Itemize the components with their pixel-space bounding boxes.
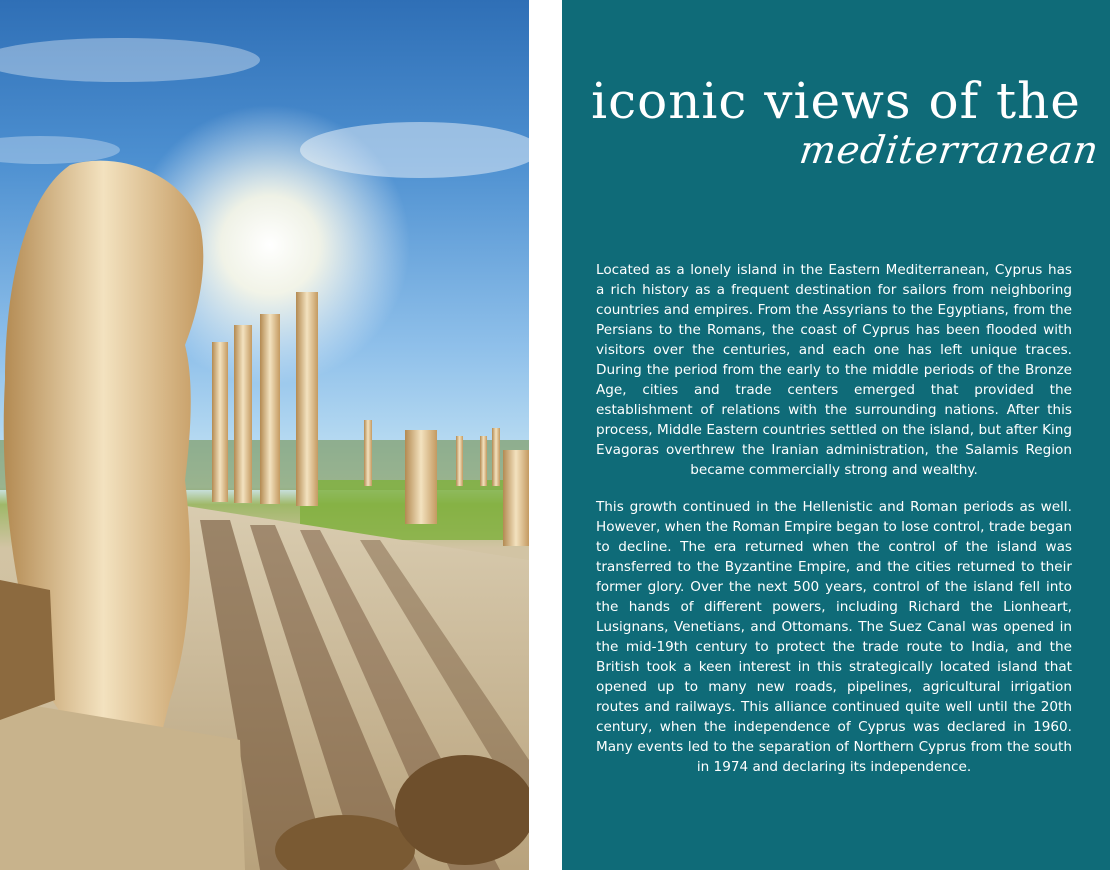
paragraph-2: This growth continued in the Hellenistic and Roman periods as well. However, when the Roman Empire began to lose control, trade began to decline. The era returned when the control of the island was transferred to the Byzantine Empire, and the cities returned to their former glory. Over the next 500 years, control of the island fell into the hands of different powers, including Richard the Lionheart, Lusignans, Venetians, and Ottomans. The Suez Canal was opened in the mid-19th century to protect the trade route to India, and the British took a keen interest in this strategically located island that opened up to many new roads, pipelines, agricultural irrigation routes and railways. This alliance continued quite well until the 20th century, when the independence of Cyprus was declared in 1960. Many events led to the separation of Northern Cyprus from the south in 1974 and declaring its independence. bbox=[596, 499, 1072, 775]
paragraph-1: Located as a lonely island in the Eastern Mediterranean, Cyprus has a rich history as a frequent destination for sailors from neighboring countries and empires. From the Assyrians to the Egyptians, from the Persians to the Romans, the coast of Cyprus has been flooded with visitors over the centuries, and each one has left unique traces. During the period from the early to the middle periods of the Bronze Age, cities and trade centers emerged that provided the establishment of relations with the surrounding nations. After this process, Middle Eastern countries settled on the island, but after King Evagoras overthrew the Iranian administration, the Salamis Region became commercially strong and wealthy. bbox=[596, 262, 1072, 478]
text-panel bbox=[562, 0, 1110, 870]
ruins-illustration bbox=[0, 0, 529, 870]
page-gutter bbox=[529, 0, 562, 870]
ruins-photo bbox=[0, 0, 529, 870]
page-title: iconic views of the bbox=[591, 72, 1081, 130]
page-title-script: mediterranean bbox=[796, 128, 1102, 172]
